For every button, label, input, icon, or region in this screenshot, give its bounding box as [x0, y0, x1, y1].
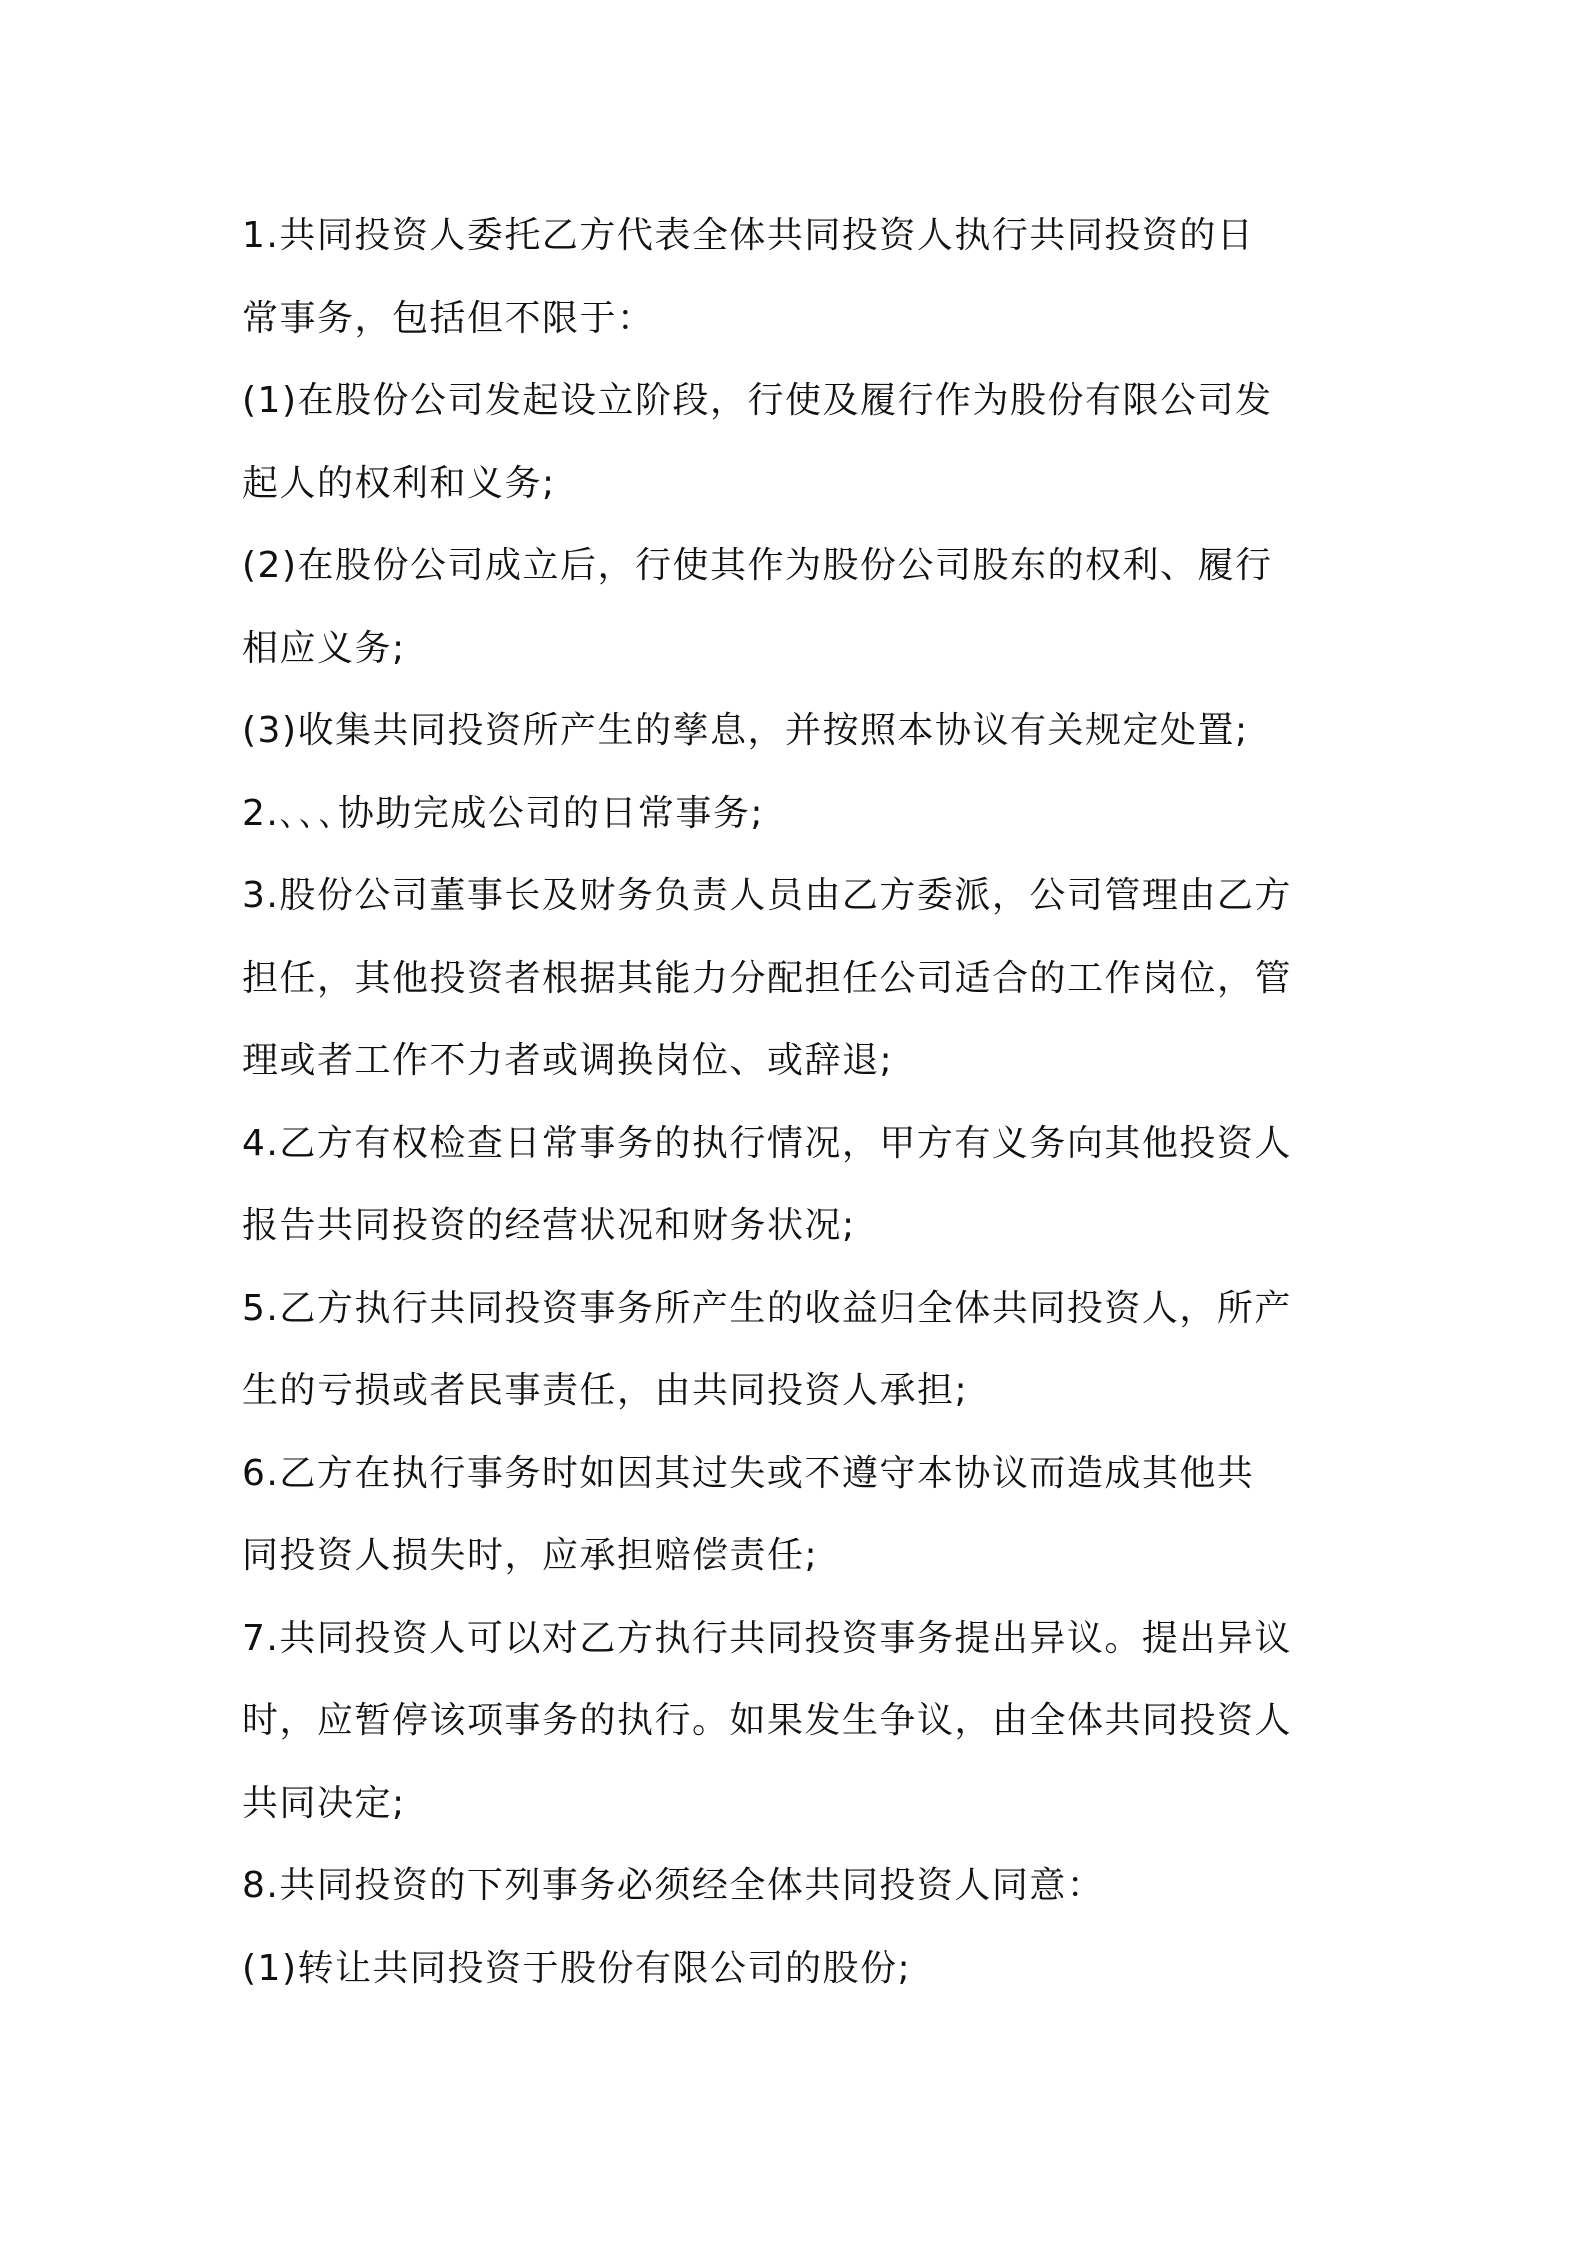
- text-line: 6.乙方在执行事务时如因其过失或不遵守本协议而造成其他共: [242, 1452, 1255, 1494]
- text-line: 相应义务;: [242, 627, 406, 669]
- text-line: 3.股份公司董事长及财务负责人员由乙方委派，公司管理由乙方: [242, 875, 1292, 916]
- text-line: (3)收集共同投资所产生的孳息，并按照本协议有关规定处置;: [242, 710, 1249, 751]
- text-line: (1)转让共同投资于股份有限公司的股份;: [242, 1947, 912, 1989]
- text-line: 生的亏损或者民事责任，由共同投资人承担;: [242, 1370, 969, 1411]
- text-line: 5.乙方执行共同投资事务所产生的收益归全体共同投资人，所产: [242, 1287, 1292, 1329]
- text-line: 8.共同投资的下列事务必须经全体共同投资人同意：: [242, 1865, 1105, 1906]
- text-line: 担任，其他投资者根据其能力分配担任公司适合的工作岗位，管: [242, 957, 1293, 999]
- text-line: 同投资人损失时，应承担赔偿责任;: [242, 1535, 819, 1576]
- text-line: 报告共同投资的经营状况和财务状况;: [242, 1205, 856, 1246]
- text-line: 2.､､､协助完成公司的日常事务;: [242, 792, 764, 834]
- text-line: (2)在股份公司成立后，行使其作为股份公司股东的权利、履行: [242, 545, 1273, 586]
- text-line: (1)在股份公司发起设立阶段，行使及履行作为股份有限公司发: [242, 380, 1273, 421]
- text-line: 1.共同投资人委托乙方代表全体共同投资人执行共同投资的日: [242, 215, 1255, 256]
- text-line: 时，应暂停该项事务的执行。如果发生争议，由全体共同投资人: [242, 1700, 1293, 1741]
- document-body: [242, 195, 1352, 2010]
- text-line: 常事务，包括但不限于：: [242, 297, 655, 339]
- text-line: 7.共同投资人可以对乙方执行共同投资事务提出异议。提出异议: [242, 1617, 1292, 1659]
- text-line: 4.乙方有权检查日常事务的执行情况，甲方有义务向其他投资人: [242, 1122, 1292, 1164]
- text-line: 理或者工作不力者或调换岗位、或辞退;: [242, 1040, 894, 1081]
- text-line: 共同决定;: [242, 1782, 406, 1824]
- text-line: 起人的权利和义务;: [242, 462, 556, 504]
